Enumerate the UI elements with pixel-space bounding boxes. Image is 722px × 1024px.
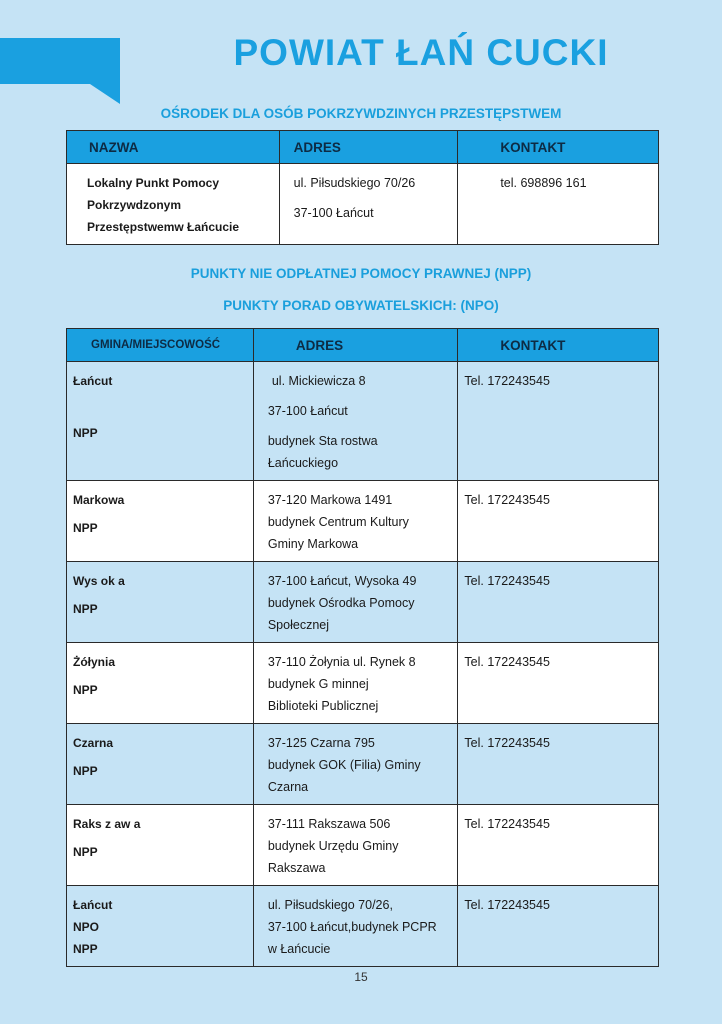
address-cell: 37-120 Markowa 1491 budynek Centrum Kultury Gminy Markowa [253, 481, 458, 562]
section1-heading: OŚRODEK DLA OSÓB POKRZYWDZINYCH PRZESTĘPSTWEM [160, 106, 562, 121]
contact-cell: Tel. 172243545 [458, 724, 659, 805]
column-header-adres: ADRES [253, 329, 458, 362]
table-row [67, 164, 659, 245]
gmina-cell: Wys ok a NPP [67, 562, 254, 643]
page-number: 15 [354, 970, 368, 984]
table-row [67, 562, 659, 643]
column-header-nazwa: NAZWA [67, 131, 280, 164]
table-row [67, 886, 659, 967]
legal-aid-table [66, 328, 659, 967]
section2-heading-npo: PUNKTY PORAD OBYWATELSKICH: (NPO) [223, 298, 499, 313]
address-cell: ul. Mickiewicza 8 37-100 Łańcut budynek Sta rostwa Łańcuckiego [253, 362, 458, 481]
column-header-kontakt: KONTAKT [458, 329, 659, 362]
gmina-cell: Raks z aw a NPP [67, 805, 254, 886]
address-cell: 37-111 Rakszawa 506 budynek Urzędu Gminy Rakszawa [253, 805, 458, 886]
contact-cell: Tel. 172243545 [458, 805, 659, 886]
contact-cell: Tel. 172243545 [458, 643, 659, 724]
victims-center-table [66, 130, 659, 245]
address-cell: ul. Piłsudskiego 70/26, 37-100 Łańcut,budynek PCPR w Łańcucie [253, 886, 458, 967]
contact-cell: Tel. 172243545 [458, 362, 659, 481]
table-row [67, 805, 659, 886]
center-address: ul. Piłsudskiego 70/26 37-100 Łańcut [279, 164, 458, 245]
page-title: POWIAT ŁAŃ CUCKI [233, 32, 609, 73]
table-row [67, 362, 659, 481]
table-row [67, 643, 659, 724]
column-header-gmina: GMINA/MIEJSCOWOŚĆ [67, 329, 254, 362]
address-cell: 37-125 Czarna 795 budynek GOK (Filia) Gminy Czarna [253, 724, 458, 805]
address-cell: 37-110 Żołynia ul. Rynek 8 budynek G minnej Biblioteki Publicznej [253, 643, 458, 724]
contact-cell: Tel. 172243545 [458, 481, 659, 562]
gmina-cell: Markowa NPP [67, 481, 254, 562]
center-contact: tel. 698896 161 [458, 164, 659, 245]
center-name: Lokalny Punkt Pomocy Pokrzywdzonym Przestępstwemw Łańcucie [67, 164, 280, 245]
column-header-kontakt: KONTAKT [458, 131, 659, 164]
contact-cell: Tel. 172243545 [458, 562, 659, 643]
banner-ribbon [0, 38, 120, 104]
gmina-cell: Łańcut NPO NPP [67, 886, 254, 967]
section2-heading-npp: PUNKTY NIE ODPŁATNEJ POMOCY PRAWNEJ (NPP) [190, 266, 532, 281]
gmina-cell: Żółynia NPP [67, 643, 254, 724]
gmina-cell: Czarna NPP [67, 724, 254, 805]
address-cell: 37-100 Łańcut, Wysoka 49 budynek Ośrodka Pomocy Społecznej [253, 562, 458, 643]
table-row [67, 481, 659, 562]
contact-cell: Tel. 172243545 [458, 886, 659, 967]
table-row [67, 724, 659, 805]
gmina-cell: Łańcut NPP [67, 362, 254, 481]
column-header-adres: ADRES [279, 131, 458, 164]
